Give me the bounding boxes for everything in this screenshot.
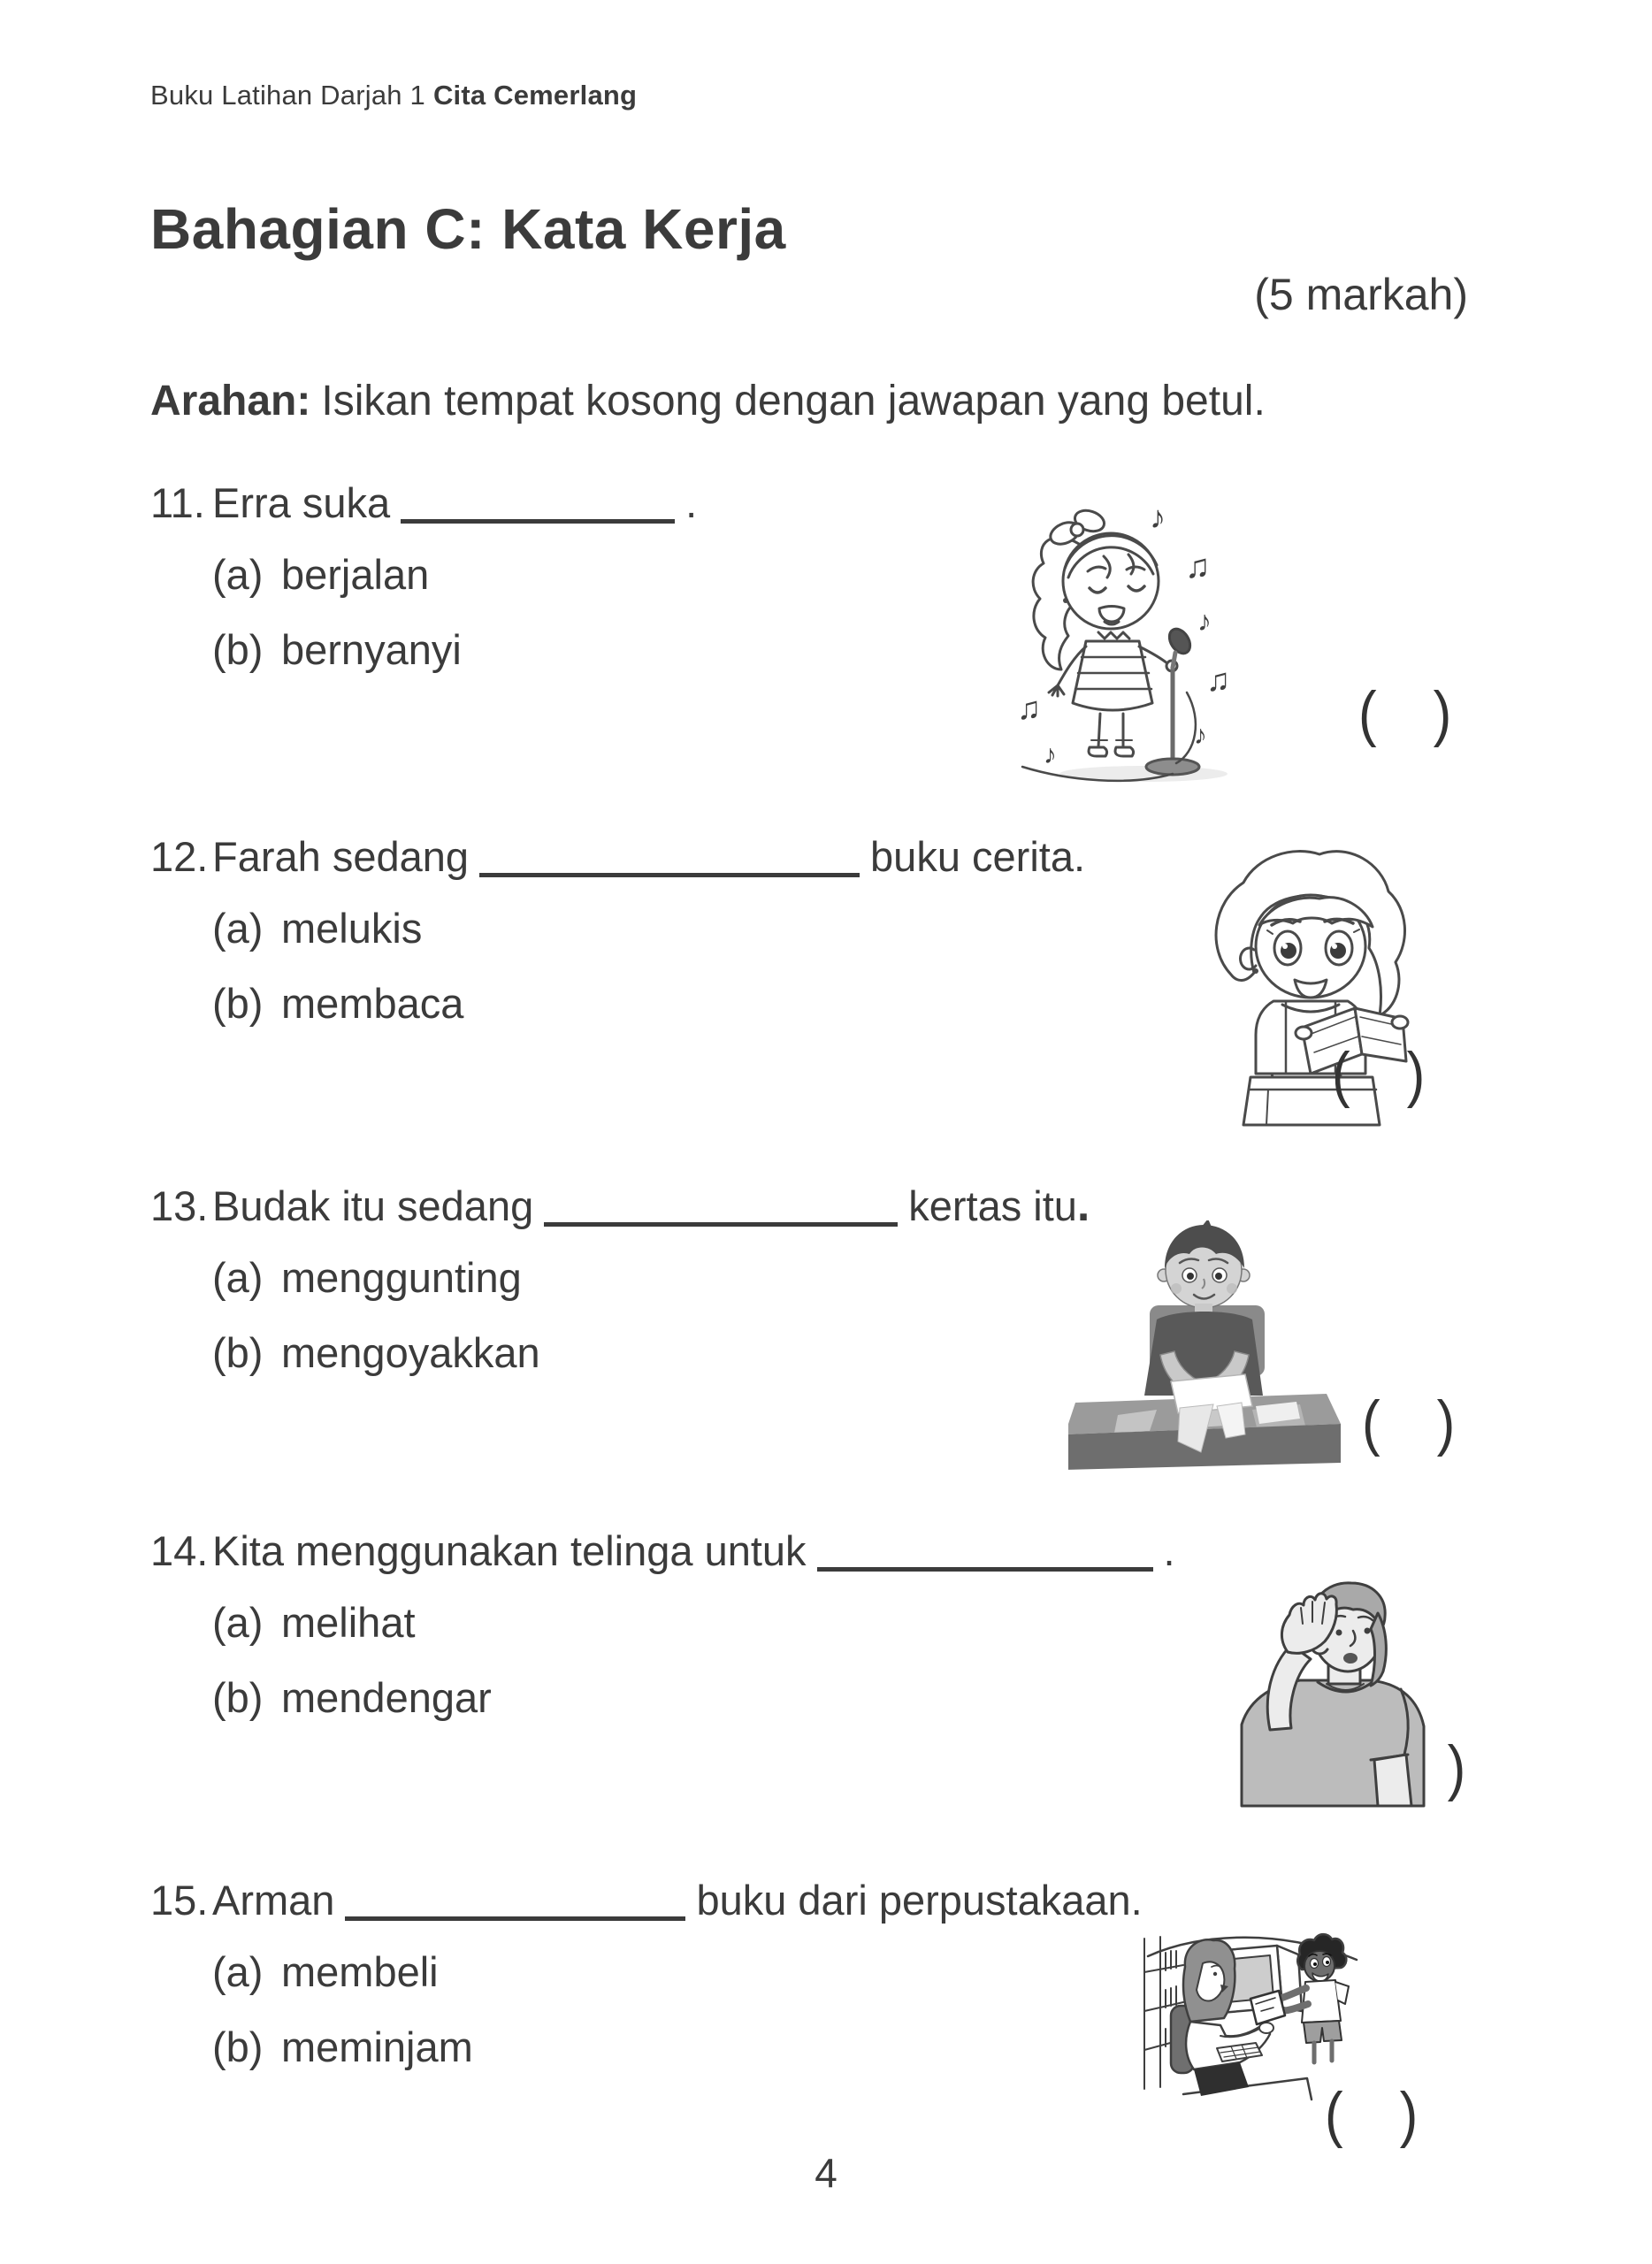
option-text: meminjam <box>281 2023 473 2070</box>
close-paren: ) <box>1406 1040 1426 1110</box>
question-text-after: kertas itu <box>908 1182 1077 1229</box>
page-number: 4 <box>815 2150 837 2196</box>
question-number: 12. <box>150 833 209 880</box>
option-text: menggunting <box>281 1254 522 1301</box>
music-note-icon: ♪ <box>1150 499 1166 535</box>
question-text-after: buku cerita. <box>870 833 1086 880</box>
answer-blank[interactable] <box>345 1890 685 1921</box>
answer-brackets-15[interactable] <box>1325 2080 1418 2151</box>
option-b[interactable] <box>212 1328 540 1377</box>
option-text: mengoyakkan <box>281 1329 540 1376</box>
bracket-gap <box>1380 1388 1437 1459</box>
option-a[interactable] <box>212 550 429 599</box>
option-text: melihat <box>281 1599 416 1646</box>
music-note-icon: ♪ <box>1197 605 1212 637</box>
question-number: 11. <box>150 479 205 526</box>
question-number: 13. <box>150 1182 209 1229</box>
question-text: Erra suka <box>212 479 391 526</box>
option-label: (b) <box>212 1329 264 1376</box>
music-note-icon: ♫ <box>1206 662 1230 698</box>
question-text: Kita menggunakan telinga untuk <box>212 1527 807 1574</box>
marks-label: (5 markah) <box>1254 270 1468 319</box>
person-listening-illustration <box>1196 1576 1472 1808</box>
close-paren: ) <box>1399 2080 1419 2150</box>
question-text: Budak itu sedang <box>212 1182 534 1229</box>
page-title: Bahagian C: Kata Kerja <box>150 197 786 261</box>
option-b[interactable] <box>212 625 462 674</box>
boy-tearing-paper-illustration <box>1068 1220 1344 1470</box>
answer-blank[interactable] <box>544 1196 898 1227</box>
answer-blank[interactable] <box>817 1541 1153 1572</box>
library-borrowing-illustration <box>1132 1928 1364 2103</box>
option-label: (a) <box>212 1254 264 1301</box>
book-header <box>150 80 637 111</box>
answer-brackets-11[interactable] <box>1358 679 1451 750</box>
answer-brackets-12[interactable] <box>1332 1040 1425 1111</box>
girl-singing-illustration <box>998 482 1281 787</box>
option-label: (a) <box>212 1948 264 1995</box>
option-label: (b) <box>212 980 264 1027</box>
option-a[interactable] <box>212 1253 522 1302</box>
instruction-text: Isikan tempat kosong dengan jawapan yang betul. <box>321 378 1266 424</box>
question-line <box>150 1873 1388 1926</box>
option-b[interactable] <box>212 1673 492 1722</box>
book-title: Cita Cemerlang <box>432 80 638 111</box>
question-line <box>150 1524 1388 1577</box>
option-b[interactable] <box>212 979 463 1028</box>
option-text: membeli <box>281 1948 439 1995</box>
option-text: melukis <box>281 905 423 952</box>
option-label: (a) <box>212 551 264 598</box>
answer-brackets-13[interactable] <box>1362 1388 1455 1459</box>
bracket-gap <box>1343 2080 1400 2151</box>
music-note-icon: ♪ <box>1044 740 1057 769</box>
question-15 <box>150 1873 1388 2070</box>
option-text: membaca <box>281 980 464 1027</box>
bracket-gap <box>1350 1040 1407 1111</box>
question-text-after: buku dari perpustakaan. <box>696 1877 1143 1924</box>
question-number: 15. <box>150 1877 209 1924</box>
option-label: (b) <box>212 1674 264 1721</box>
question-text-after: . <box>685 479 698 526</box>
option-label: (b) <box>212 626 264 673</box>
close-paren: ) <box>1433 679 1452 749</box>
answer-blank[interactable] <box>401 493 675 524</box>
option-text: berjalan <box>281 551 430 598</box>
option-b[interactable] <box>212 2023 473 2071</box>
option-a[interactable] <box>212 1598 416 1647</box>
option-label: (a) <box>212 1599 264 1646</box>
bracket-gap <box>1377 679 1434 750</box>
open-paren: ( <box>1332 1040 1350 1110</box>
option-text: bernyanyi <box>281 626 462 673</box>
open-paren: ( <box>1358 679 1377 749</box>
question-number: 14. <box>150 1527 209 1574</box>
question-text: Farah sedang <box>212 833 470 880</box>
instruction-line <box>150 377 1266 425</box>
question-text: Arman <box>212 1877 335 1924</box>
open-paren: ( <box>1325 2080 1343 2150</box>
instruction-label: Arahan: <box>150 378 311 424</box>
music-note-icon: ♫ <box>1017 690 1041 726</box>
option-text: mendengar <box>281 1674 492 1721</box>
open-paren: ( <box>1362 1388 1380 1458</box>
question-14 <box>150 1524 1388 1721</box>
music-note-icon: ♪ <box>1194 721 1207 750</box>
option-a[interactable] <box>212 904 422 952</box>
question-suffix: . <box>1076 1180 1090 1231</box>
close-paren: ) <box>1436 1388 1456 1458</box>
music-note-icon: ♫ <box>1185 548 1211 585</box>
option-label: (a) <box>212 905 264 952</box>
close-paren: ) <box>1447 1733 1466 1803</box>
question-text-after: . <box>1163 1527 1175 1574</box>
option-a[interactable] <box>212 1947 439 1996</box>
option-label: (b) <box>212 2023 264 2070</box>
answer-blank[interactable] <box>479 846 860 877</box>
book-header-text: Buku Latihan Darjah 1 <box>150 80 425 111</box>
